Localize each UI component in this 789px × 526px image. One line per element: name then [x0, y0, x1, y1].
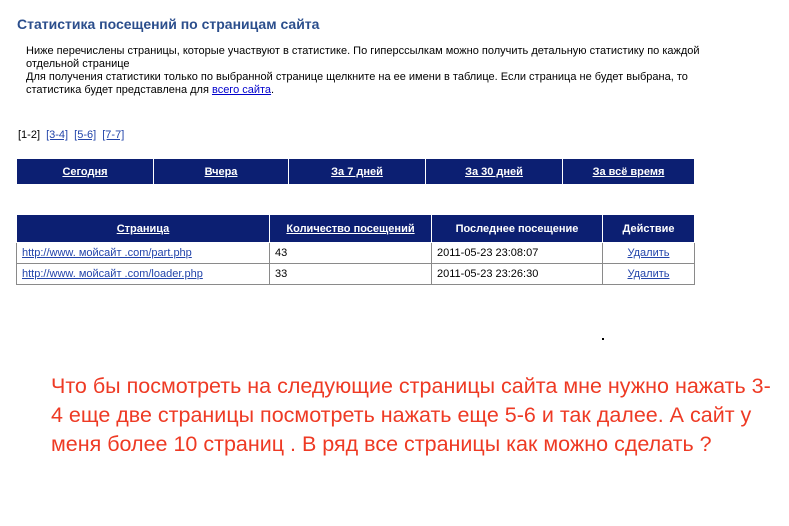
- pager-current: [1-2]: [18, 129, 41, 141]
- page-stats-table: [16, 214, 695, 285]
- period-today-link[interactable]: Сегодня: [62, 165, 108, 178]
- pager: [18, 129, 127, 141]
- pager-link-5-6[interactable]: [5-6]: [74, 129, 97, 141]
- page-title: Статистика посещений по страницам сайта: [17, 16, 320, 32]
- period-7-days-link[interactable]: За 7 дней: [331, 165, 383, 178]
- sort-by-page-link[interactable]: Страница: [116, 222, 170, 235]
- intro-line-2-prefix: Для получения статистики только по выбранной странице щелкните на ее имени в таблице. Если страница не будет выбрана, то статистика будет представлена для: [26, 71, 688, 96]
- period-cell-yesterday: [154, 159, 289, 185]
- header-last-visit: Последнее посещение: [432, 215, 603, 243]
- period-cell-30-days: [426, 159, 563, 185]
- delete-link[interactable]: Удалить: [627, 247, 670, 259]
- sort-by-visits-link[interactable]: Количество посещений: [286, 222, 415, 235]
- annotation-question: Что бы посмотреть на следующие страницы сайта мне нужно нажать 3-4 еще две страницы посмотреть нажать еще 5-6 и так далее. А сайт у меня более 10 страниц . В ряд все страницы как можно сделать ?: [51, 374, 771, 456]
- whole-site-link[interactable]: всего сайта: [211, 84, 272, 96]
- delete-link[interactable]: Удалить: [627, 268, 670, 280]
- cell-last-visit: 2011-05-23 23:08:07: [432, 243, 603, 264]
- pager-link-7-7[interactable]: [7-7]: [102, 129, 125, 141]
- intro-text: [26, 45, 706, 97]
- period-cell-all-time: [563, 159, 695, 185]
- cell-page: [17, 243, 270, 264]
- period-cell-today: [17, 159, 154, 185]
- cell-visits: 43: [270, 243, 432, 264]
- cell-visits: 33: [270, 264, 432, 285]
- page-link[interactable]: http://www. мойсайт .com/part.php: [22, 247, 192, 259]
- intro-line-1: Ниже перечислены страницы, которые участвуют в статистике. По гиперссылкам можно получить детальную статистику по каждой отдельной странице: [26, 45, 700, 70]
- cell-action: [603, 243, 695, 264]
- cell-action: [603, 264, 695, 285]
- table-row: [17, 264, 695, 285]
- header-visits: [270, 215, 432, 243]
- period-cell-7-days: [289, 159, 426, 185]
- intro-line-2: [26, 71, 706, 97]
- cell-page: [17, 264, 270, 285]
- table-header-row: [17, 215, 695, 243]
- header-page: [17, 215, 270, 243]
- period-tabs: [16, 158, 695, 185]
- period-yesterday-link[interactable]: Вчера: [204, 165, 238, 178]
- intro-line-2-suffix: .: [271, 84, 275, 96]
- page-link[interactable]: http://www. мойсайт .com/loader.php: [22, 268, 203, 280]
- table-row: [17, 243, 695, 264]
- period-all-time-link[interactable]: За всё время: [592, 165, 665, 178]
- period-30-days-link[interactable]: За 30 дней: [465, 165, 523, 178]
- pager-link-3-4[interactable]: [3-4]: [46, 129, 69, 141]
- header-action: Действие: [603, 215, 695, 243]
- stray-dot: [602, 338, 604, 340]
- cell-last-visit: 2011-05-23 23:26:30: [432, 264, 603, 285]
